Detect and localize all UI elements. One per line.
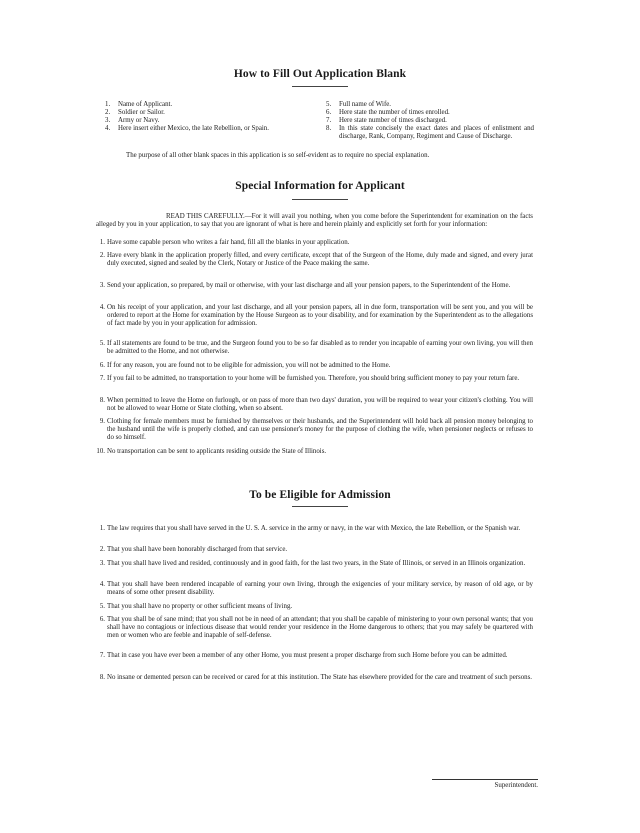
special-item: 7. If you fail to be admitted, no transportation to your home will be furnished you. Therefore, you should bring sufficient money to pay your return fare. xyxy=(99,375,520,382)
special-item: 4. On his receipt of your application, and your last discharge, and all your pension papers, all in due form, transportation will be sent you, and you will be ordered to report at the Home for examination by the House Surgeon as to your disability, and for examination by the Superintendent as to the allegations of fact made by you in your application for admission. xyxy=(99,304,533,328)
list-item: 1. Name of Applicant. xyxy=(105,101,173,108)
eligibility-item: 5. That you shall have no property or other sufficient means of living. xyxy=(99,603,293,610)
special-info-title: Special Information for Applicant xyxy=(235,180,405,192)
list-item: 7. Here state number of times discharged. xyxy=(326,117,447,125)
title-underline xyxy=(292,86,348,87)
eligibility-item: 6. That you shall be of sane mind; that you shall not be in need of an attendant; that you shall be capable of ministering to your own personal wants; that you shall have no contagious or infectious disease that would render your residence in the Home dangerous to others; that you may safely be quartered with men or women who are feeble and inapable of self-defense. xyxy=(99,616,533,640)
list-item: 8. In this state concisely the exact dates and places of enlistment and discharge, Rank, Company, Regiment and Cause of Discharge. xyxy=(326,125,534,141)
special-item: 10. No transportation can be sent to applicants residing outside the State of Illinois. xyxy=(96,448,327,455)
special-item: 6. If for any reason, you are found not to be eligible for admission, you will not be admitted to the Home. xyxy=(99,362,391,369)
special-item: 1. Have some capable person who writes a fair hand, fill all the blanks in your application. xyxy=(99,239,350,246)
special-item: 2. Have every blank in the application properly filled, and every certificate, except that of the Surgeon of the Home, duly made and signed, and every jurat duly executed, signed and sealed by the Clerk, Notary or Justice of the Peace making the same. xyxy=(99,252,533,268)
special-intro: READ THIS CAREFULLY.—For it will avail you nothing, when you come before the Superintendent for examination on the facts alleged by you in your application, to say that you are ignorant of what is here and herein plainly and explicitly set forth for your information: xyxy=(96,213,533,229)
instructions-right-list xyxy=(326,101,534,141)
list-item: 4. Here insert either Mexico, the late Rebellion, or Spain. xyxy=(105,125,269,133)
eligibility-title: To be Eligible for Admission xyxy=(249,489,391,501)
special-item: 3. Send your application, so prepared, by mail or otherwise, with your last discharge and all your pension papers, to the Superintendent of the Home. xyxy=(99,282,511,289)
special-item: 9. Clothing for female members must be furnished by themselves or their husbands, and the Superintendent will hold back all pension money belonging to the husband until the wife is properly clothed, and can use pensioner's money for the purpose of clothing the wife, when pensioner neglects or refuses to do so himself. xyxy=(99,418,533,442)
instructions-purpose: The purpose of all other blank spaces in this application is so self-evident as to require no special explanation. xyxy=(126,152,430,159)
title-underline xyxy=(292,199,348,200)
list-item: 5. Full name of Wife. xyxy=(326,101,392,108)
instructions-title: How to Fill Out Application Blank xyxy=(233,68,407,80)
eligibility-item: 2. That you shall have been honorably discharged from that service. xyxy=(99,546,288,553)
eligibility-item: 4. That you shall have been rendered incapable of earning your own living, through the exigencies of your military service, by reason of old age, or by means of some other present disability. xyxy=(99,581,533,597)
eligibility-item: 8. No insane or demented person can be received or cared for at this institution. The State has elsewhere provided for the care and treatment of such persons. xyxy=(99,674,533,681)
title-underline xyxy=(292,506,348,507)
eligibility-item: 3. That you shall have lived and resided, continuously and in good faith, for the last two years, in the State of Illinois, or served in an Illinois organization. xyxy=(99,560,526,567)
list-item: 3. Army or Navy. xyxy=(105,117,160,125)
instructions-left-list xyxy=(105,101,315,133)
signature-line xyxy=(432,779,538,780)
special-item: 5. If all statements are found to be true, and the Surgeon found you to be so far disabled as to render you incapable of earning your own living, you will then be admitted to the Home, and not otherwise. xyxy=(99,340,533,356)
superintendent-signature-label: Superintendent. xyxy=(494,782,538,789)
list-item: 2. Soldier or Sailor. xyxy=(105,109,165,117)
eligibility-item: 7. That in case you have ever been a member of any other Home, you must present a proper discharge from such Home before you can be admitted. xyxy=(99,652,508,659)
list-item: 6. Here state the number of times enrolled. xyxy=(326,109,450,117)
special-item: 8. When permitted to leave the Home on furlough, or on pass of more than two days' duration, you will be required to wear your citizen's clothing. You will not be allowed to wear Home or State clothing, when so absent. xyxy=(99,397,533,413)
eligibility-item: 1. The law requires that you shall have served in the U. S. A. service in the army or navy, in the war with Mexico, the late Rebellion, or the Spanish war. xyxy=(99,525,521,532)
